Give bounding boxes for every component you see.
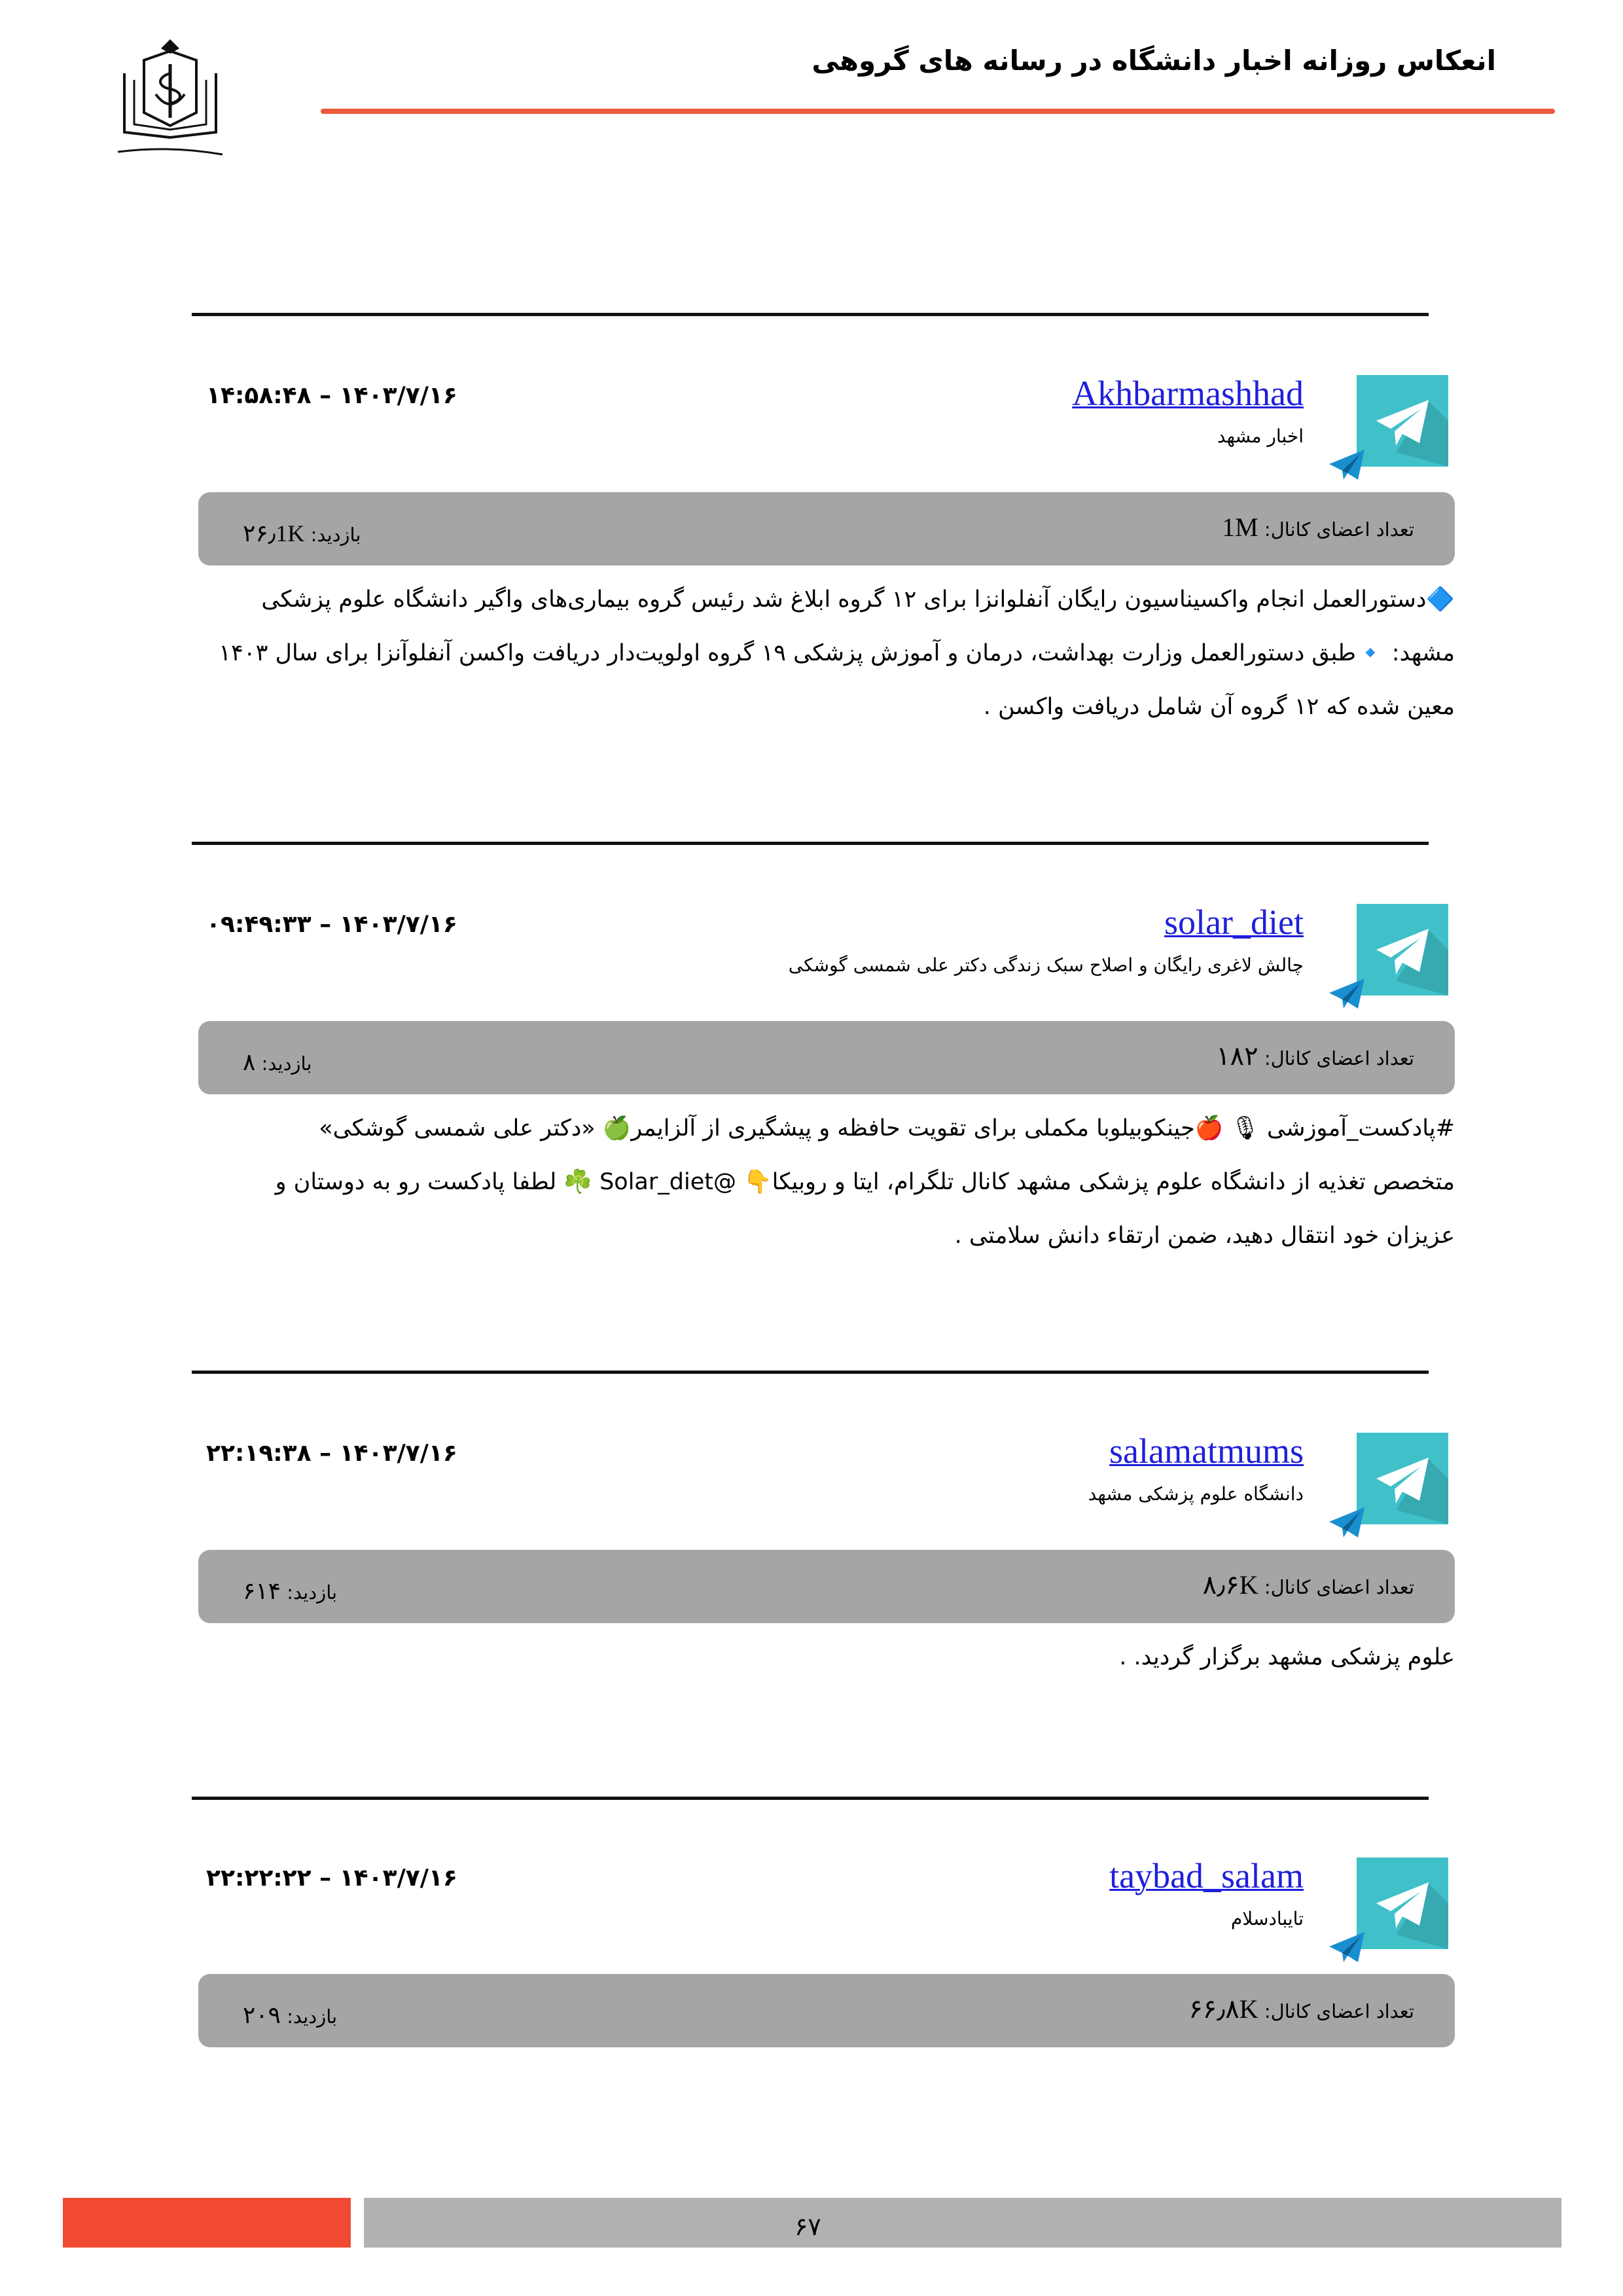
- channel-name-link[interactable]: salamatmums: [1109, 1431, 1304, 1471]
- channel-name-link[interactable]: taybad_salam: [1109, 1856, 1304, 1895]
- views-count: بازدید: ۶۱۴: [243, 1578, 338, 1604]
- post-datetime: ۲۲:۲۲:۲۲ – ۱۴۰۳/۷/۱۶: [206, 1865, 457, 1892]
- telegram-badge-icon: [1328, 1506, 1366, 1539]
- channel-description: تایبادسلام: [1230, 1908, 1304, 1929]
- footer-bar: [364, 2198, 1561, 2248]
- post-line: معین شده که ۱۲ گروه آن شامل دریافت واکسن .: [983, 694, 1455, 720]
- members-count: تعداد اعضای کانال: ۸٫۶K: [1202, 1570, 1414, 1600]
- views-count: بازدید: ۲۶٫1K: [243, 520, 361, 547]
- channel-stats-bar: [198, 1974, 1455, 2047]
- university-logo: [105, 34, 236, 165]
- channel-description: دانشگاه علوم پزشکی مشهد: [1088, 1483, 1304, 1505]
- post-line: علوم پزشکی مشهد برگزار گردید. .: [1119, 1644, 1455, 1670]
- post-line: 🔷دستورالعمل انجام واکسیناسیون رایگان آنفلوانزا برای ۱۲ گروه ابلاغ شد رئیس گروه بیماری‌های واگیر دانشگاه علوم پزشکی: [261, 586, 1455, 613]
- channel-stats-bar: [198, 1021, 1455, 1094]
- telegram-icon: [1357, 1857, 1448, 1949]
- members-count: تعداد اعضای کانال: 1M: [1222, 512, 1414, 542]
- channel-description: چالش لاغری رایگان و اصلاح سبک زندگی دکتر علی شمسی گوشکی: [788, 954, 1304, 976]
- post-body: [198, 1102, 1455, 1263]
- telegram-icon: [1357, 904, 1448, 996]
- channel-name-link[interactable]: solar_diet: [1164, 903, 1304, 942]
- telegram-badge-icon: [1328, 977, 1366, 1010]
- post-line: #پادکست_آموزشی 🎙 🍎جینکوبیلوبا مکملی برای تقویت حافظه و پیشگیری از آلزایمر🍏 «دکتر علی شمسی گوشکی»: [319, 1115, 1455, 1141]
- post-datetime: ۱۴:۵۸:۴۸ – ۱۴۰۳/۷/۱۶: [206, 382, 457, 409]
- post-separator: [192, 313, 1429, 316]
- views-count: بازدید: ۲۰۹: [243, 2002, 338, 2028]
- members-count: تعداد اعضای کانال: ۱۸۲: [1216, 1041, 1414, 1071]
- post-separator: [192, 1797, 1429, 1800]
- post-separator: [192, 1371, 1429, 1374]
- channel-name-link[interactable]: Akhbarmashhad: [1072, 374, 1304, 413]
- telegram-badge-icon: [1328, 448, 1366, 481]
- page-number: ۶۷: [794, 2212, 821, 2241]
- post-line: مشهد: 🔹طبق دستورالعمل وزارت بهداشت، درمان و آموزش پزشکی ۱۹ گروه اولویت‌دار دریافت واکسن آنفلوآنزا برای سال ۱۴۰۳: [219, 640, 1455, 666]
- telegram-badge-icon: [1328, 1931, 1366, 1964]
- views-count: بازدید: ۸: [243, 1049, 312, 1075]
- post-datetime: ۲۲:۱۹:۳۸ – ۱۴۰۳/۷/۱۶: [206, 1440, 457, 1467]
- header-rule: [321, 109, 1555, 114]
- post-body: [198, 1630, 1455, 1684]
- members-count: تعداد اعضای کانال: ۶۶٫۸K: [1188, 1994, 1414, 2024]
- document-title: انعکاس روزانه اخبار دانشگاه در رسانه های گروهی: [812, 45, 1496, 77]
- channel-stats-bar: [198, 492, 1455, 565]
- channel-stats-bar: [198, 1550, 1455, 1623]
- footer-accent-bar: [63, 2198, 351, 2248]
- channel-description: اخبار مشهد: [1217, 425, 1304, 447]
- post-body: [198, 573, 1455, 734]
- post-datetime: ۰۹:۴۹:۳۳ – ۱۴۰۳/۷/۱۶: [206, 911, 457, 938]
- post-line: متخصص تغذیه از دانشگاه علوم پزشکی مشهد کانال تلگرام، ایتا و روبیکا👇 @Solar_diet ☘️ لطفا پادکست رو به دوستان و: [275, 1169, 1455, 1195]
- telegram-icon: [1357, 1433, 1448, 1524]
- telegram-icon: [1357, 375, 1448, 467]
- post-separator: [192, 842, 1429, 845]
- post-line: عزیزان خود انتقال دهید، ضمن ارتقاء دانش سلامتی .: [954, 1223, 1455, 1249]
